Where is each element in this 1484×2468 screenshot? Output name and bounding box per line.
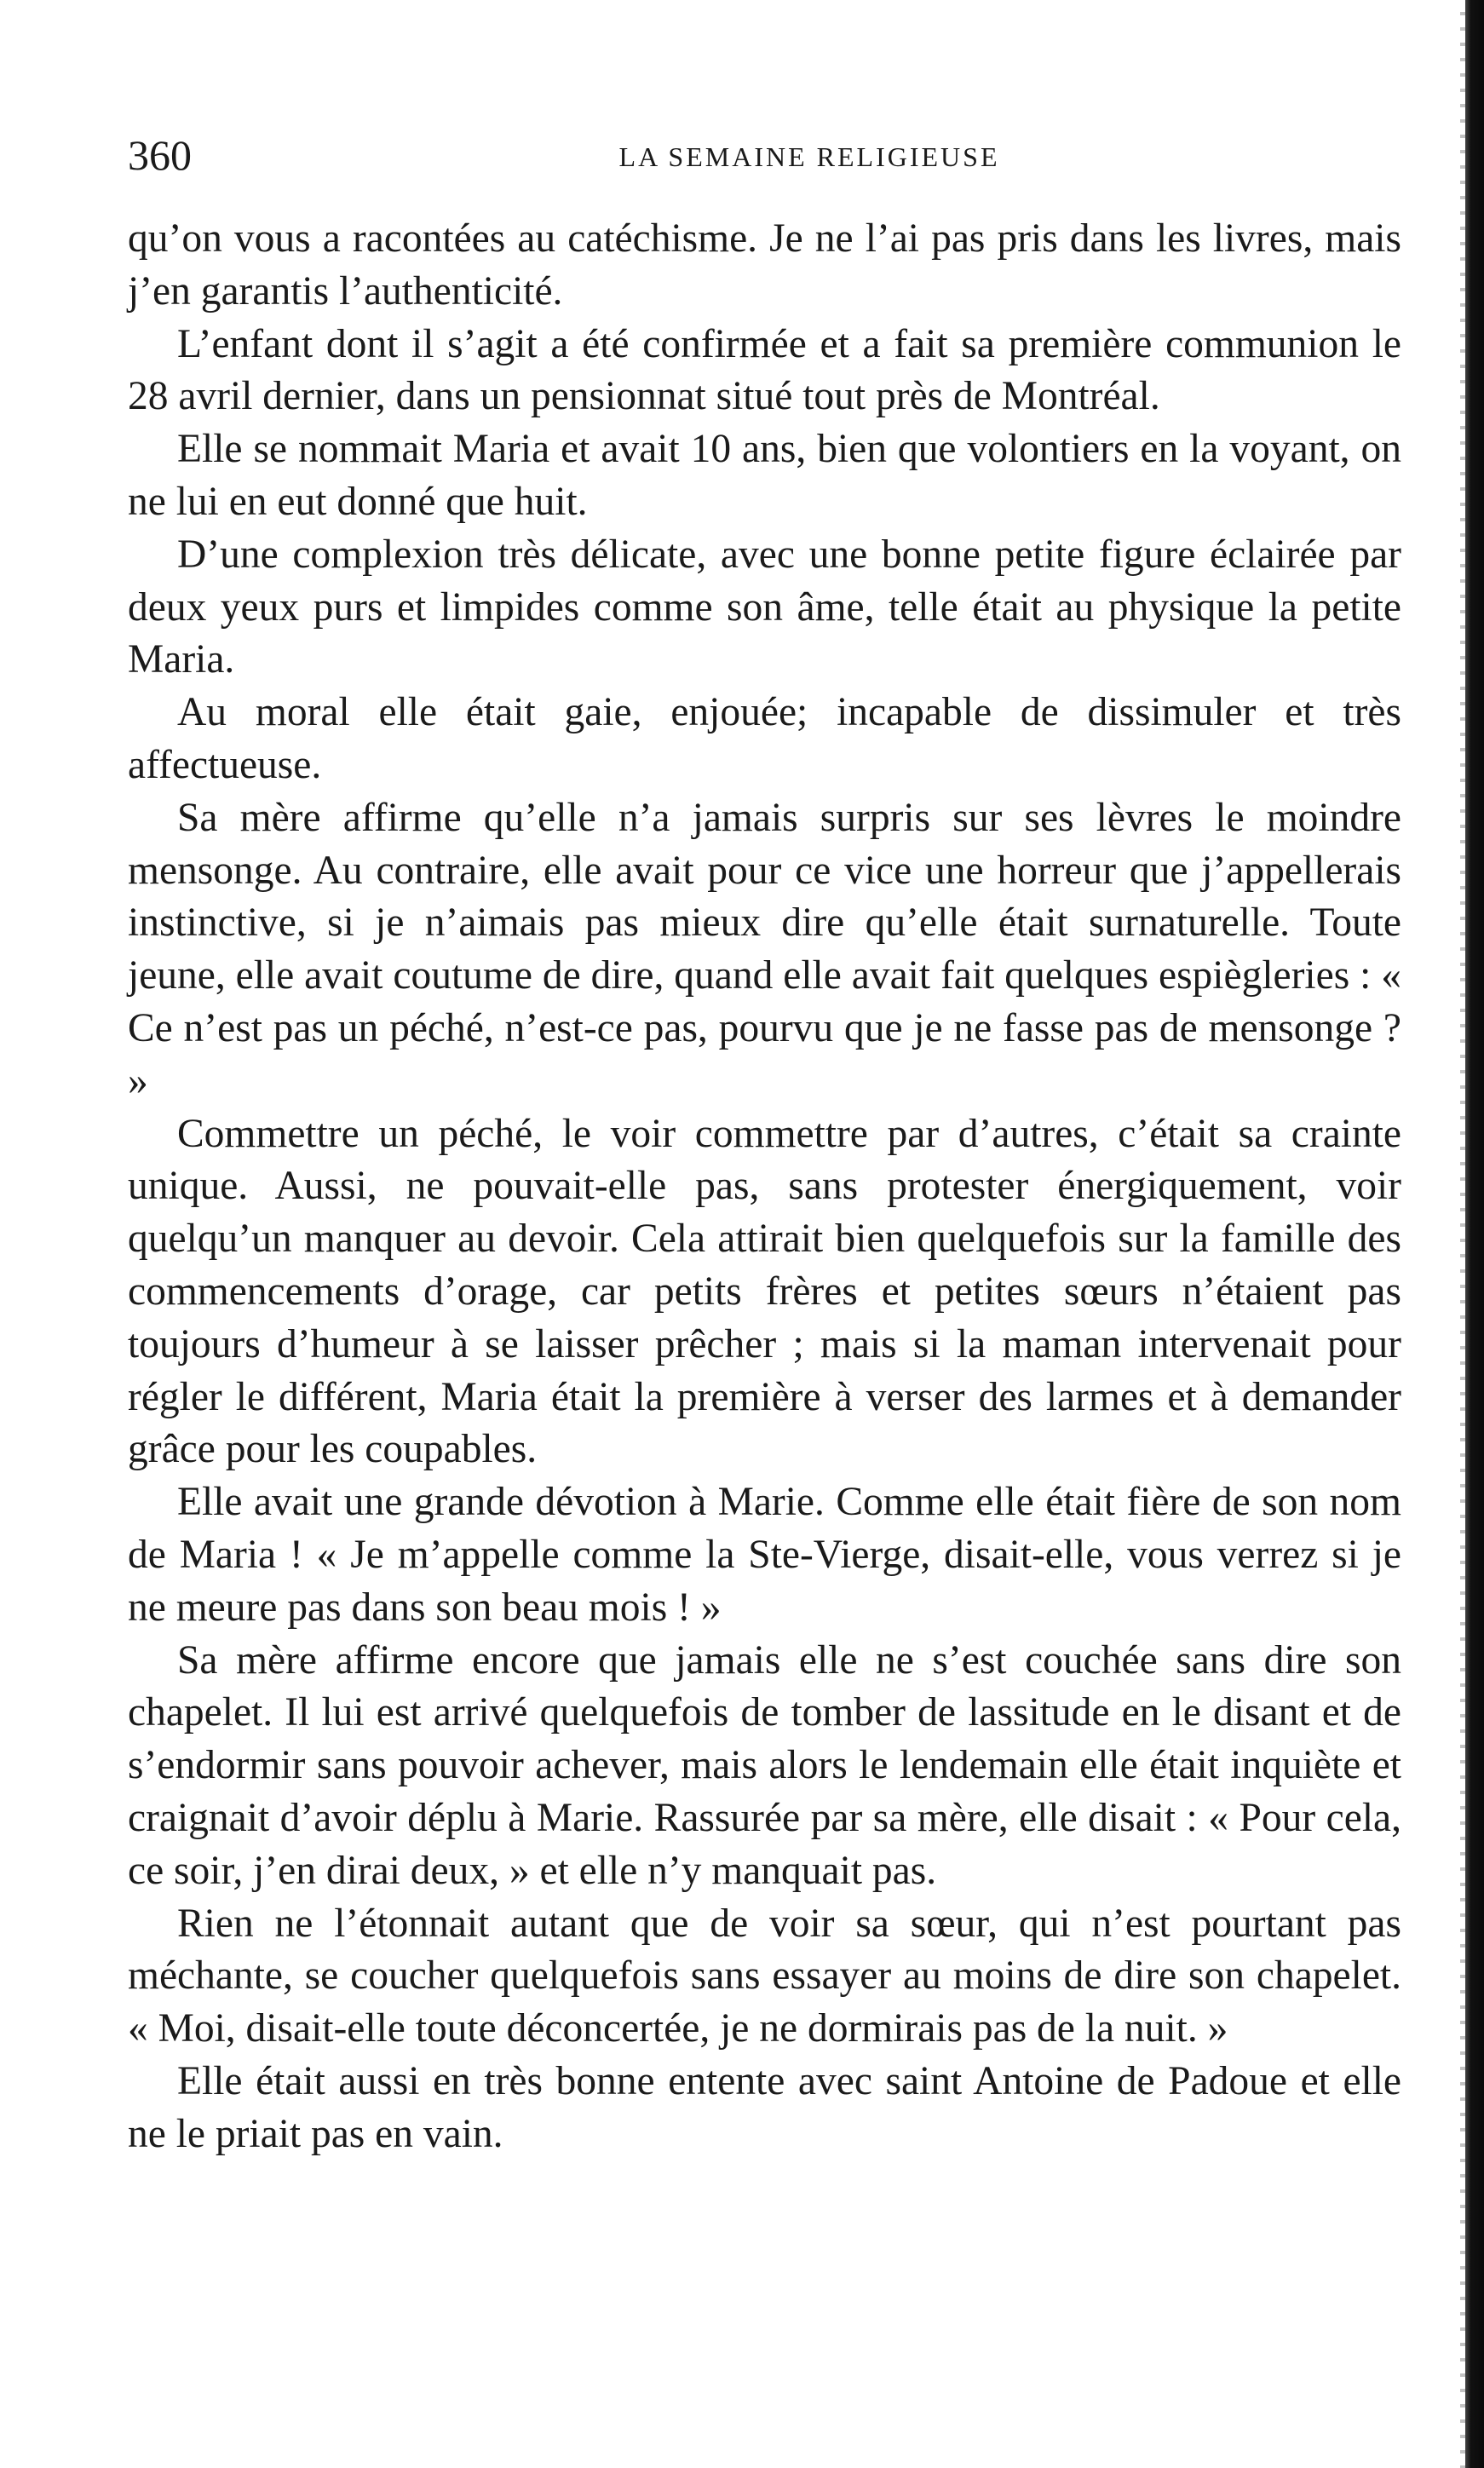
paragraph: Sa mère affirme qu’elle n’a jamais surpris sur ses lèvres le moindre mensonge. Au contraire, elle avait pour ce vice une horreur que j’appellerais instinctive, si je n’aimais pas mieux dire qu’elle était surnaturelle. Toute jeune, elle avait coutume de dire, quand elle avait fait quelques espiègleries : « Ce n’est pas un péché, n’est-ce pas, pourvu que je ne fasse pas de mensonge ? » [128, 795, 1401, 1103]
paragraph: Elle se nommait Maria et avait 10 ans, bien que volontiers en la voyant, on ne lui en eut donné que huit. [128, 427, 1401, 524]
paragraph: Elle avait une grande dévotion à Marie. Comme elle était fière de son nom de Maria ! « Je m’appelle comme la Ste-Vierge, disait-elle, vous verrez si je ne meure pas dans son beau mois ! » [128, 1480, 1401, 1630]
page-header [128, 128, 1406, 187]
page-number: 360 [128, 131, 192, 179]
paragraph: Sa mère affirme encore que jamais elle ne s’est couchée sans dire son chapelet. Il lui est arrivé quelquefois de tomber de lassitude en le disant et de s’endormir sans pouvoir achever, mais alors le lendemain elle était inquiète et craignait d’avoir déplu à Marie. Rassurée par sa mère, elle disait : « Pour cela, ce soir, j’en dirai deux, » et elle n’y manquait pas. [128, 1637, 1401, 1893]
scan-edge-shadow [1465, 0, 1484, 2468]
paragraph: Rien ne l’étonnait autant que de voir sa sœur, qui n’est pourtant pas méchante, se coucher quelquefois sans essayer au moins de dire son chapelet. « Moi, disait-elle toute déconcertée, je ne dormirais pas de la nuit. » [128, 1901, 1401, 2051]
scan-edge-texture [1460, 0, 1465, 2468]
body-text [128, 213, 1401, 2160]
paragraph: Elle était aussi en très bonne entente avec saint Antoine de Padoue et elle ne le priait pas en vain. [128, 2058, 1401, 2156]
paragraph: Au moral elle était gaie, enjouée; incapable de dissimuler et très affectueuse. [128, 690, 1401, 787]
running-head: LA SEMAINE RELIGIEUSE [618, 141, 1000, 172]
paragraph: D’une complexion très délicate, avec une bonne petite figure éclairée par deux yeux purs et limpides comme son âme, telle était au physique la petite Maria. [128, 532, 1401, 682]
paragraph: L’enfant dont il s’agit a été confirmée et a fait sa première communion le 28 avril dernier, dans un pensionnat situé tout près de Montréal. [128, 321, 1401, 419]
paragraph: Commettre un péché, le voir commettre par d’autres, c’était sa crainte unique. Aussi, ne pouvait-elle pas, sans protester énergiquement, voir quelqu’un manquer au devoir. Cela attirait bien quelquefois sur la famille des commencements d’orage, car petits frères et petites sœurs n’étaient pas toujours d’humeur à se laisser prêcher ; mais si la maman intervenait pour régler le différent, Maria était la première à verser des larmes et à demander grâce pour les coupables. [128, 1111, 1401, 1472]
paragraph: qu’on vous a racontées au catéchisme. Je ne l’ai pas pris dans les livres, mais j’en garantis l’authenticité. [128, 216, 1401, 314]
